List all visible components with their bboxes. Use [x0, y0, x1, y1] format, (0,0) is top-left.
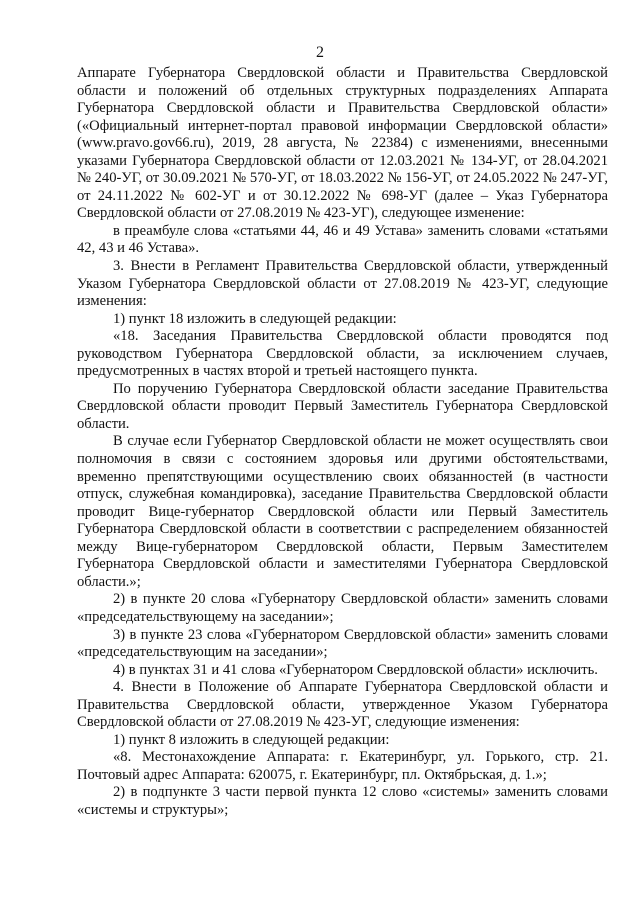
paragraph: в преамбуле слова «статьями 44, 46 и 49 Устава» заменить словами «статьями 42, 43 и 46 Устава». — [77, 222, 608, 257]
paragraph: 3. Внести в Регламент Правительства Свердловской области, утвержденный Указом Губернатора Свердловской области от 27.08.2019 № 423-УГ, следующие изменения: — [77, 258, 608, 310]
paragraph: Аппарате Губернатора Свердловской области и Правительства Свердловской области и положений об отдельных структурных подразделениях Аппарата Губернатора Свердловской области и Правительства Свердловской области» («Официальный интернет-портал правовой информации Свердловской области» (www.pravo.gov66.ru), 2019, 28 августа, № 22384) с изменениями, внесенными указами Губернатора Свердловской области от 12.03.2021 № 134-УГ, от 28.04.2021 № 240-УГ, от 30.09.2021 № 570-УГ, от 18.03.2022 № 156-УГ, от 24.05.2022 № 247-УГ, от 24.11.2022 № 602-УГ и от 30.12.2022 № 698-УГ (далее – Указ Губернатора Свердловской области от 27.08.2019 № 423-УГ), следующее изменение: — [77, 65, 608, 222]
paragraph: 2) в подпункте 3 части первой пункта 12 слово «системы» заменить словами «системы и структуры»; — [77, 784, 608, 818]
document-body — [77, 65, 608, 820]
paragraph: 1) пункт 8 изложить в следующей редакции: — [113, 731, 390, 748]
paragraph: В случае если Губернатор Свердловской области не может осуществлять свои полномочия в связи с состоянием здоровья или другими обстоятельствами, временно препятствующими осуществлению своих обязанностей (в частности отпуск, служебная командировка), заседание Правительства Свердловской области проводит Вице-губернатор Свердловской области или Первый Заместитель Губернатора Свердловской области в соответствии с распределением обязанностей между Вице-губернатором Свердловской области, Первым Заместителем Губернатора Свердловской области и заместителями Губернатора Свердловской области.»; — [77, 433, 608, 590]
paragraph: По поручению Губернатора Свердловской области заседание Правительства Свердловской области проводит Первый Заместитель Губернатора Свердловской области. — [77, 380, 608, 432]
paragraph: 3) в пункте 23 слова «Губернатором Свердловской области» заменить словами «председательствующим на заседании»; — [77, 626, 608, 661]
paragraph: 4. Внести в Положение об Аппарате Губернатора Свердловской области и Правительства Свердловской области, утвержденное Указом Губернатора Свердловской области от 27.08.2019 № 423-УГ, следующие изменения: — [77, 679, 608, 731]
paragraph: 4) в пунктах 31 и 41 слова «Губернатором Свердловской области» исключить. — [113, 661, 598, 678]
page-number: 2 — [316, 44, 324, 61]
paragraph: «18. Заседания Правительства Свердловской области проводятся под руководством Губернатора Свердловской области, за исключением случаев, предусмотренных в частях второй и третьей настоящего пункта. — [77, 328, 608, 380]
paragraph: 2) в пункте 20 слова «Губернатору Свердловской области» заменить словами «председательствующему на заседании»; — [77, 591, 608, 625]
paragraph: «8. Местонахождение Аппарата: г. Екатеринбург, ул. Горького, стр. 21. Почтовый адрес Аппарата: 620075, г. Екатеринбург, пл. Октябрьская, д. 1.»; — [77, 749, 608, 783]
paragraph: 1) пункт 18 изложить в следующей редакции: — [113, 310, 397, 327]
